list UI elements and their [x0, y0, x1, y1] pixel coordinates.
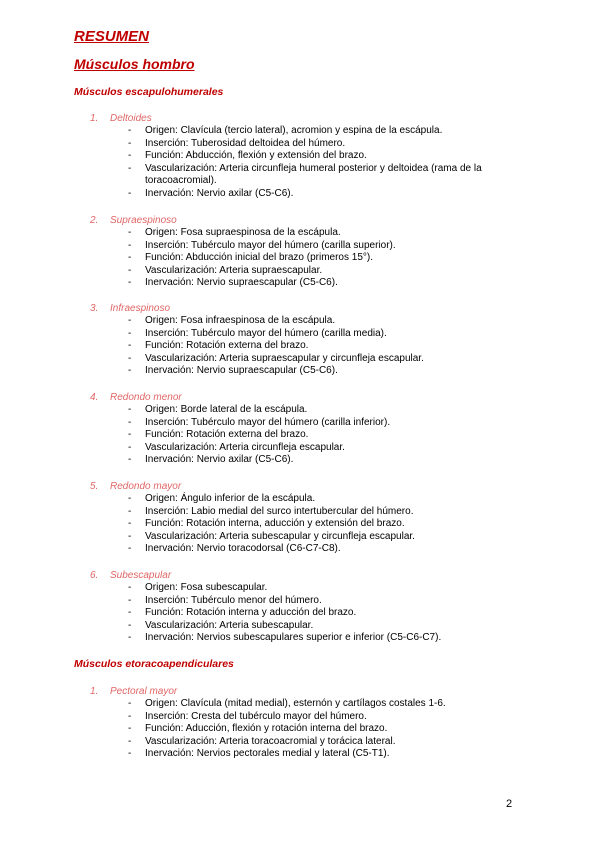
- list-item: [90, 163, 530, 188]
- bullet-dash: -: [128, 137, 132, 149]
- muscle-detail-list: [90, 227, 530, 290]
- bullet-dash: -: [128, 619, 132, 631]
- bullet-dash: -: [128, 352, 132, 364]
- muscle-number: 1.: [90, 113, 99, 124]
- bullet-dash: -: [128, 327, 132, 339]
- list-item-text: Vascularización: Arteria toracoacromial y torácica lateral.: [145, 735, 396, 747]
- bullet-dash: -: [128, 429, 132, 441]
- list-item-text: Función: Abducción inicial del brazo (primeros 15°).: [145, 252, 373, 264]
- muscle-name: Pectoral mayor: [110, 686, 178, 697]
- list-item-text: Inserción: Tubérculo menor del húmero.: [145, 594, 322, 606]
- bullet-dash: -: [128, 404, 132, 415]
- list-item-text: Inserción: Tuberosidad deltoidea del húmero.: [145, 137, 346, 149]
- muscle-section: [90, 685, 530, 761]
- bullet-dash: -: [128, 632, 132, 644]
- muscle-heading: [90, 214, 530, 227]
- bullet-dash: -: [128, 227, 132, 238]
- bullet-dash: -: [128, 416, 132, 428]
- bullet-dash: -: [128, 698, 132, 709]
- muscle-detail-list: [90, 315, 530, 378]
- list-item: [90, 252, 530, 265]
- list-item-text: Origen: Borde lateral de la escápula.: [145, 404, 308, 415]
- page-number: 2: [506, 798, 513, 810]
- bullet-dash: -: [128, 252, 132, 264]
- bullet-dash: -: [128, 710, 132, 722]
- section-subtitle: Músculos hombro: [74, 56, 195, 72]
- list-item-text: Inserción: Tubérculo mayor del húmero (carilla inferior).: [145, 416, 391, 428]
- muscle-name: Subescapular: [110, 570, 172, 581]
- list-item: [90, 620, 530, 633]
- bullet-dash: -: [128, 162, 132, 174]
- list-item: [90, 442, 530, 455]
- list-item: [90, 227, 530, 240]
- list-item: [90, 723, 530, 736]
- list-item: [90, 429, 530, 442]
- list-item: [90, 340, 530, 353]
- list-item-text: Origen: Fosa subescapular.: [145, 582, 268, 593]
- list-item: [90, 315, 530, 328]
- list-item-text: Inervación: Nervio axilar (C5-C6).: [145, 187, 294, 199]
- group-title: Músculos etoracoapendiculares: [74, 658, 234, 670]
- bullet-dash: -: [128, 150, 132, 162]
- list-item-text: Origen: Fosa infraespinosa de la escápula.: [145, 315, 336, 326]
- list-item-text: Vascularización: Arteria supraescapular y circunfleja escapular.: [145, 352, 424, 364]
- list-item: [90, 454, 530, 467]
- list-item-text: Función: Rotación externa del brazo.: [145, 340, 309, 352]
- list-item-text: Origen: Clavícula (tercio lateral), acromion y espina de la escápula.: [145, 125, 443, 136]
- list-item: [90, 518, 530, 531]
- list-item: [90, 632, 530, 645]
- bullet-dash: -: [128, 518, 132, 530]
- page-title: RESUMEN: [74, 28, 150, 45]
- list-item-text: Función: Rotación interna y aducción del brazo.: [145, 607, 357, 619]
- list-item: [90, 607, 530, 620]
- muscle-section: [90, 480, 530, 556]
- bullet-dash: -: [128, 493, 132, 504]
- list-item-text: Origen: Fosa supraespinosa de la escápula.: [145, 227, 341, 238]
- list-item: [90, 277, 530, 290]
- list-item-text: Inervación: Nervio supraescapular (C5-C6).: [145, 365, 338, 377]
- bullet-dash: -: [128, 505, 132, 517]
- list-item: [90, 506, 530, 519]
- muscle-section: [90, 214, 530, 290]
- list-item: [90, 711, 530, 724]
- bullet-dash: -: [128, 543, 132, 555]
- list-item: [90, 353, 530, 366]
- list-item-text: Inserción: Labio medial del surco intertubercular del húmero.: [145, 505, 414, 517]
- bullet-dash: -: [128, 530, 132, 542]
- bullet-dash: -: [128, 340, 132, 352]
- list-item-text: Función: Rotación interna, aducción y extensión del brazo.: [145, 518, 405, 530]
- bullet-dash: -: [128, 315, 132, 326]
- list-item: [90, 493, 530, 506]
- muscle-heading: [90, 391, 530, 404]
- list-item: [90, 240, 530, 253]
- muscle-number: 4.: [90, 392, 99, 403]
- list-item-text: Inervación: Nervios pectorales medial y lateral (C5-T1).: [145, 748, 390, 760]
- bullet-dash: -: [128, 277, 132, 289]
- muscle-detail-list: [90, 404, 530, 467]
- bullet-dash: -: [128, 187, 132, 199]
- muscle-number: 1.: [90, 686, 99, 697]
- list-item: [90, 365, 530, 378]
- list-item: [90, 328, 530, 341]
- bullet-dash: -: [128, 239, 132, 251]
- list-item: [90, 417, 530, 430]
- muscle-detail-list: [90, 698, 530, 761]
- list-item: [90, 138, 530, 151]
- list-item-text: Vascularización: Arteria circunfleja humeral posterior y deltoidea (rama de la toracoacromial).: [145, 162, 482, 187]
- bullet-dash: -: [128, 441, 132, 453]
- muscle-detail-list: [90, 493, 530, 556]
- muscle-name: Supraespinoso: [110, 215, 177, 226]
- muscle-heading: [90, 480, 530, 493]
- muscle-section: [90, 391, 530, 467]
- list-item-text: Inserción: Tubérculo mayor del húmero (carilla media).: [145, 327, 387, 339]
- list-item: [90, 748, 530, 761]
- list-item-text: Inserción: Tubérculo mayor del húmero (carilla superior).: [145, 239, 396, 251]
- list-item: [90, 698, 530, 711]
- list-item-text: Origen: Clavícula (mitad medial), esternón y cartílagos costales 1-6.: [145, 698, 446, 709]
- bullet-dash: -: [128, 454, 132, 466]
- muscle-number: 5.: [90, 481, 99, 492]
- list-item-text: Función: Aducción, flexión y rotación interna del brazo.: [145, 723, 388, 735]
- muscle-name: Deltoides: [110, 113, 152, 124]
- list-item: [90, 265, 530, 278]
- list-item-text: Vascularización: Arteria supraescapular.: [145, 264, 323, 276]
- list-item-text: Inervación: Nervio toracodorsal (C6-C7-C8).: [145, 543, 341, 555]
- list-item: [90, 543, 530, 556]
- muscle-section: [90, 569, 530, 645]
- bullet-dash: -: [128, 723, 132, 735]
- bullet-dash: -: [128, 607, 132, 619]
- bullet-dash: -: [128, 735, 132, 747]
- list-item-text: Origen: Ángulo inferior de la escápula.: [145, 493, 316, 504]
- muscle-heading: [90, 112, 530, 125]
- list-item: [90, 531, 530, 544]
- bullet-dash: -: [128, 594, 132, 606]
- muscle-detail-list: [90, 582, 530, 645]
- muscle-number: 6.: [90, 570, 99, 581]
- muscle-section: [90, 302, 530, 378]
- list-item: [90, 582, 530, 595]
- muscle-name: Infraespinoso: [110, 303, 171, 314]
- list-item-text: Función: Abducción, flexión y extensión del brazo.: [145, 150, 367, 162]
- list-item-text: Vascularización: Arteria circunfleja escapular.: [145, 441, 345, 453]
- list-item-text: Función: Rotación externa del brazo.: [145, 429, 309, 441]
- muscle-heading: [90, 302, 530, 315]
- bullet-dash: -: [128, 365, 132, 377]
- bullet-dash: -: [128, 264, 132, 276]
- muscle-name: Redondo mayor: [110, 481, 182, 492]
- muscle-heading: [90, 685, 530, 698]
- muscle-heading: [90, 569, 530, 582]
- list-item: [90, 125, 530, 138]
- bullet-dash: -: [128, 125, 132, 136]
- muscle-name: Redondo menor: [110, 392, 182, 403]
- list-item-text: Vascularización: Arteria subescapular.: [145, 619, 314, 631]
- list-item-text: Inervación: Nervio supraescapular (C5-C6).: [145, 277, 338, 289]
- list-item: [90, 404, 530, 417]
- list-item-text: Inervación: Nervios subescapulares superior e inferior (C5-C6-C7).: [145, 632, 442, 644]
- muscle-number: 2.: [90, 215, 99, 226]
- list-item-text: Inserción: Cresta del tubérculo mayor del húmero.: [145, 710, 367, 722]
- bullet-dash: -: [128, 748, 132, 760]
- list-item: [90, 736, 530, 749]
- list-item-text: Vascularización: Arteria subescapular y circunfleja escapular.: [145, 530, 415, 542]
- bullet-dash: -: [128, 582, 132, 593]
- muscle-number: 3.: [90, 303, 99, 314]
- list-item: [90, 188, 530, 201]
- group-title: Músculos escapulohumerales: [74, 86, 224, 98]
- list-item-text: Inervación: Nervio axilar (C5-C6).: [145, 454, 294, 466]
- muscle-detail-list: [90, 125, 530, 201]
- list-item: [90, 150, 530, 163]
- muscle-section: [90, 112, 530, 201]
- list-item: [90, 595, 530, 608]
